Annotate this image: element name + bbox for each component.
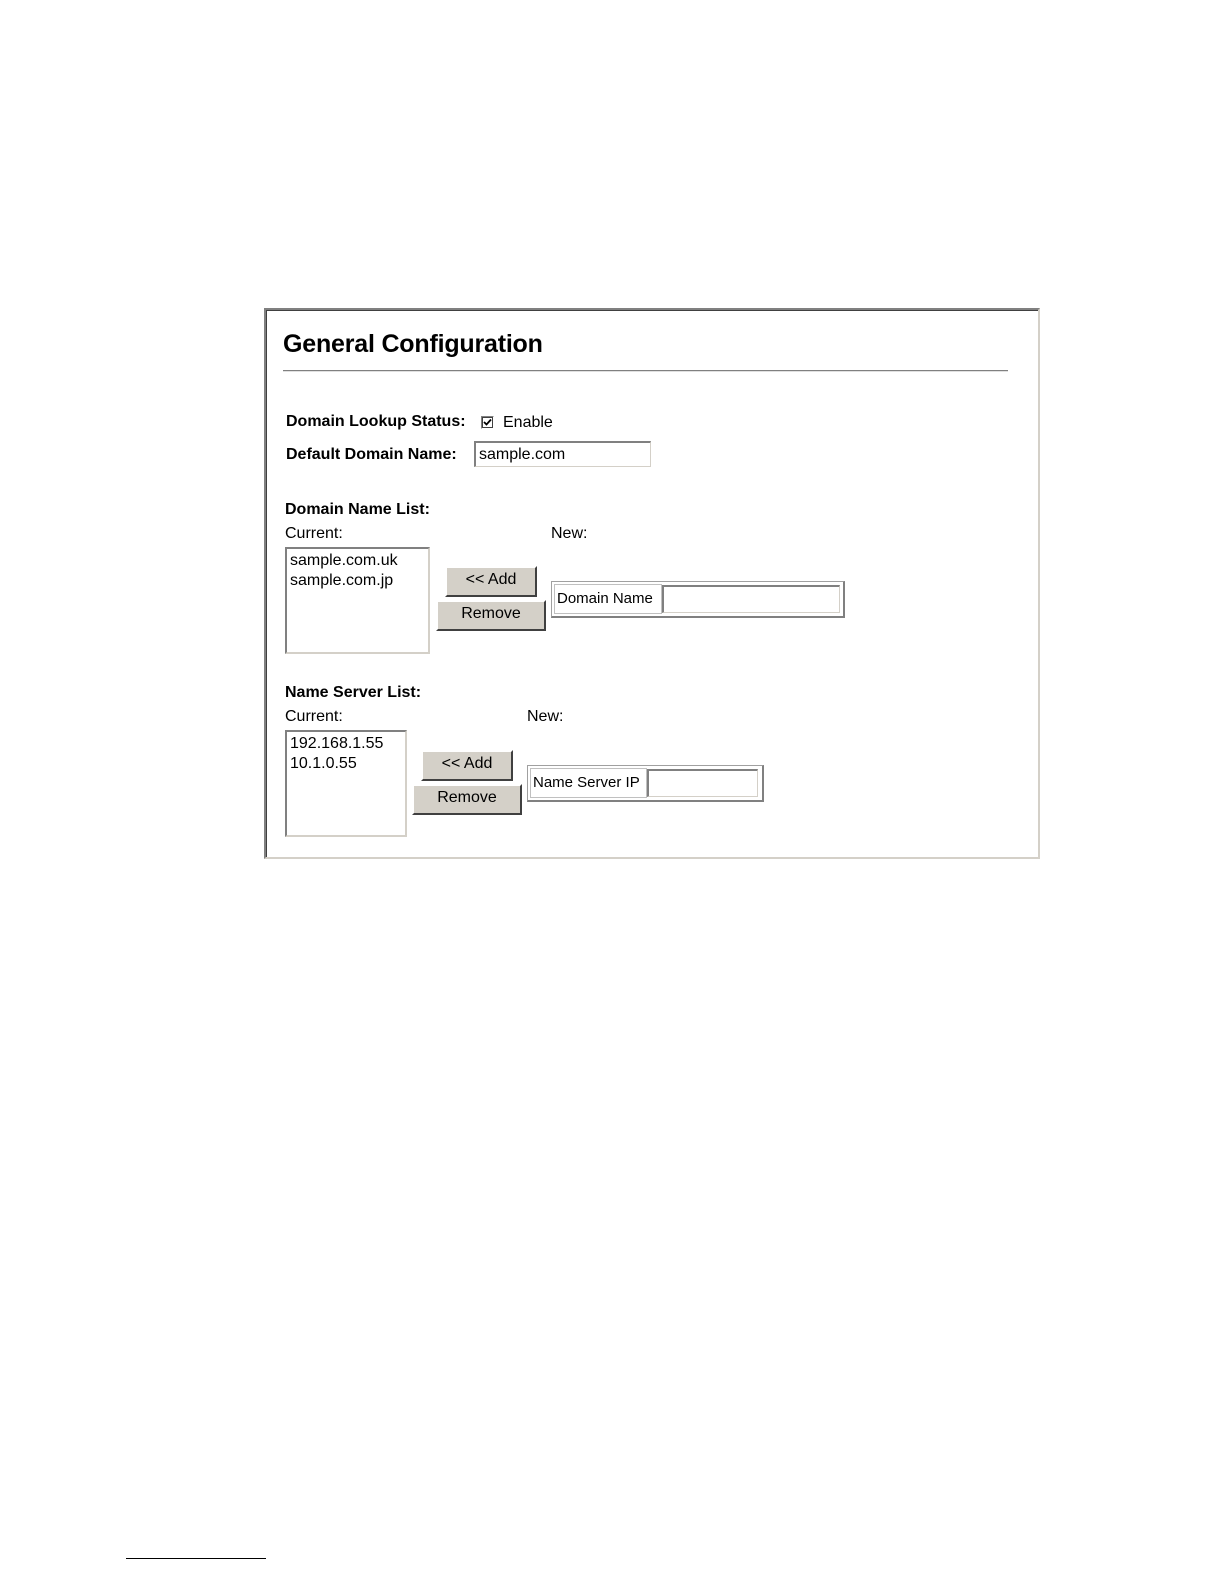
name-server-ip-input[interactable]: [647, 769, 758, 797]
domain-name-list-heading: Domain Name List:: [285, 501, 430, 518]
list-item[interactable]: 10.1.0.55: [290, 755, 357, 772]
list-item[interactable]: 192.168.1.55: [290, 735, 384, 752]
server-new-entry-box: [527, 765, 764, 802]
default-domain-name-input[interactable]: sample.com: [474, 441, 651, 467]
title-divider: [283, 370, 1008, 372]
name-server-list-heading: Name Server List:: [285, 684, 422, 701]
server-add-button[interactable]: << Add: [421, 750, 513, 781]
name-server-ip-field-label: Name Server IP: [530, 768, 647, 798]
domain-name-current-list[interactable]: [285, 547, 430, 654]
domain-remove-button[interactable]: Remove: [436, 600, 546, 631]
domain-lookup-status-label: Domain Lookup Status:: [286, 413, 466, 430]
general-configuration-panel: [264, 308, 1040, 859]
domain-name-input[interactable]: [662, 585, 840, 613]
domain-name-field-label: Domain Name: [554, 584, 662, 614]
list-item[interactable]: sample.com.uk: [290, 552, 398, 569]
checkmark-icon: [483, 418, 492, 427]
page-title: General Configuration: [283, 330, 543, 358]
domain-add-button[interactable]: << Add: [445, 566, 537, 597]
footnote-divider: [126, 1558, 266, 1559]
server-remove-button[interactable]: Remove: [412, 784, 522, 815]
domain-current-label: Current:: [285, 525, 343, 542]
server-current-label: Current:: [285, 708, 343, 725]
server-new-label: New:: [527, 708, 564, 725]
default-domain-name-label: Default Domain Name:: [286, 446, 457, 463]
name-server-current-list[interactable]: [285, 730, 407, 837]
list-item[interactable]: sample.com.jp: [290, 572, 394, 589]
domain-lookup-enable-checkbox[interactable]: [481, 416, 494, 429]
domain-new-label: New:: [551, 525, 588, 542]
domain-new-entry-box: [551, 581, 845, 618]
enable-label: Enable: [503, 414, 553, 431]
